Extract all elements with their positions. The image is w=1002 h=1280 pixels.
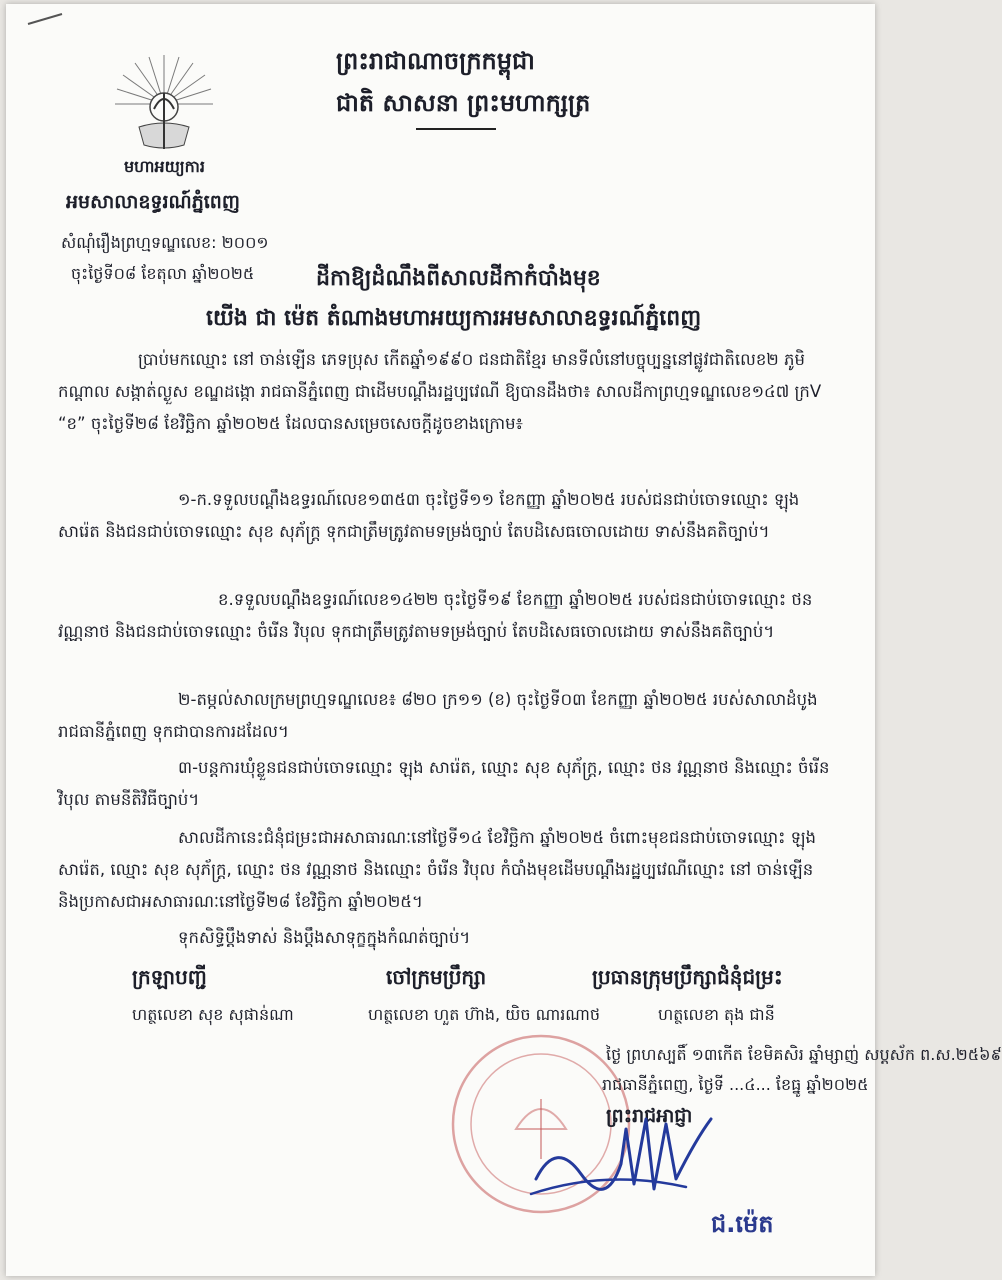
royal-prosecutor-title: ព្រះរាជអាជ្ញា	[606, 1105, 693, 1127]
paragraph-appeal-rights: ទុកសិទ្ធិប្តឹងទាស់ និងប្តឹងសាទុក្ខក្នុងកំណត់ច្បាប់។	[178, 928, 471, 947]
paragraph-ruling-1a: ១-ក.ទទួលបណ្តឹងឧទ្ធរណ៍លេខ១៣៥៣ ចុះថ្ងៃទី១១ ខែកញ្ញា ឆ្នាំ២០២៥ របស់ជនជាប់ចោទឈ្មោះ ឡុង សារ៉េត និងជនជាប់ចោទឈ្មោះ សុខ សុភ័ក្រ្ត ទុកជាត្រឹមត្រូវតាមទម្រង់ច្បាប់ តែបដិសេធចោលដោយ ទាស់នឹងគតិច្បាប់។	[58, 490, 800, 541]
case-reference-date: ចុះថ្ងៃទី០៨ ខែតុលា ឆ្នាំ២០២៥	[71, 264, 255, 283]
kingdom-motto-line2: ជាតិ សាសនា ព្រះមហាក្សត្រ	[336, 89, 591, 117]
document-page	[6, 4, 1002, 1276]
scribble-mark-icon	[26, 12, 64, 26]
paragraph-intro: ប្រាប់មកឈ្មោះ នៅ ចាន់ឡើន ភេទប្រុស កើតឆ្នាំ១៩៩០ ជនជាតិខ្មែរ មានទីលំនៅបច្ចុប្បន្ននៅផ្លូវជាតិលេខ២ ភូមិកណ្តាល សង្កាត់ល្ងួស ខណ្ឌដង្កោ រាជធានីភ្នំពេញ ជាដើមបណ្តឹងរដ្ឋប្បវេណី ឱ្យបានដឹងថា៖ សាលដីកាព្រហ្មទណ្ឌលេខ១៤៧ ក្រV “ខ” ចុះថ្ងៃទី២៨ ខែវិច្ឆិកា ឆ្នាំ២០២៥ ដែលបានសម្រេចសេចក្តីដូចខាងក្រោម៖	[58, 350, 822, 433]
court-name: អមសាលាឧទ្ធរណ៍ភ្នំពេញ	[66, 191, 240, 213]
lunar-date: ថ្ងៃ ព្រហស្បតិ៍ ១៣កើត ខែមិគសិរ ឆ្នាំម្សាញ់ សប្តស័ក ព.ស.២៥៦៩	[606, 1045, 1002, 1064]
signatory-name-judges: ហត្ថលេខា ហួត ហ៊ាង, យិច ណារណាថ	[368, 1005, 601, 1024]
signatory-title-president: ប្រធានក្រុមប្រឹក្សាជំនុំជម្រះ	[592, 965, 783, 989]
handwritten-signature-icon	[526, 1099, 756, 1219]
signatory-title-judge: ចៅក្រមប្រឹក្សា	[386, 965, 487, 989]
signatory-initials: ជ.ម៉េត	[711, 1210, 774, 1238]
paragraph-ruling-2: ២-តម្កល់សាលក្រមព្រហ្មទណ្ឌលេខ៖ ៨២០ ក្រ១១ (ខ) ចុះថ្ងៃទី០៣ ខែកញ្ញា ឆ្នាំ២០២៥ របស់សាលាដំបូងរាជធានីភ្នំពេញ ទុកជាបានការដដែល។	[58, 690, 818, 741]
paragraph-ruling-3: ៣-បន្តការឃុំខ្លួនជនជាប់ចោទឈ្មោះ ឡុង សារ៉េត, ឈ្មោះ សុខ សុភ័ក្រ្ត, ឈ្មោះ ថន វណ្ណនាថ និងឈ្មោះ ចំរើន វិបុល តាមនីតិវិធីច្បាប់។	[58, 758, 830, 809]
signatory-name-clerk: ហត្ថលេខា សុខ សុផាន់ណា	[132, 1005, 294, 1024]
case-reference-number: សំណុំរឿងព្រហ្មទណ្ឌលេខ: ២០០១	[61, 233, 269, 252]
paragraph-hearing: សាលដីកានេះជំនុំជម្រះជាអសាធារណៈនៅថ្ងៃទី១៤ ខែវិច្ឆិកា ឆ្នាំ២០២៥ ចំពោះមុខជនជាប់ចោទឈ្មោះ ឡុង សារ៉េត, ឈ្មោះ សុខ សុភ័ក្រ្ត, ឈ្មោះ ថន វណ្ណនាថ និងឈ្មោះ ចំរើន វិបុល កំបាំងមុខដើមបណ្តឹងរដ្ឋប្បវេណីឈ្មោះ នៅ ចាន់ឡើន និងប្រកាសជាអសាធារណៈនៅថ្ងៃទី២៨ ខែវិច្ឆិកា ឆ្នាំ២០២៥។	[58, 828, 816, 911]
solar-date: រាជធានីភ្នំពេញ, ថ្ងៃទី ...៤... ខែធ្នូ ឆ្នាំ២០២៥	[602, 1075, 869, 1094]
signatory-name-president: ហត្ថលេខា តុង ជានី	[658, 1005, 775, 1024]
document-title: ដីកាឱ្យដំណឹងពីសាលដីកាកំបាំងមុខ	[316, 266, 601, 291]
document-subtitle: យើង ជា ម៉េត តំណាងមហាអយ្យការអមសាលាឧទ្ធរណ៍ភ្នំពេញ	[206, 306, 702, 331]
paragraph-ruling-1b: ខ.ទទួលបណ្តឹងឧទ្ធរណ៍លេខ១៤២២ ចុះថ្ងៃទី១៩ ខែកញ្ញា ឆ្នាំ២០២៥ របស់ជនជាប់ចោទឈ្មោះ ថន វណ្ណនាថ និងជនជាប់ចោទឈ្មោះ ចំរើន វិបុល ទុកជាត្រឹមត្រូវតាមទម្រង់ច្បាប់ តែបដិសេធចោលដោយ ទាស់នឹងគតិច្បាប់។	[58, 590, 813, 641]
ministry-name: មហាអយ្យការ	[124, 157, 205, 176]
signatory-title-clerk: ក្រឡាបញ្ជី	[132, 965, 207, 989]
royal-crest-icon	[109, 49, 219, 159]
motto-divider	[416, 128, 496, 130]
kingdom-motto-line1: ព្រះរាជាណាចក្រកម្ពុជា	[336, 47, 535, 75]
